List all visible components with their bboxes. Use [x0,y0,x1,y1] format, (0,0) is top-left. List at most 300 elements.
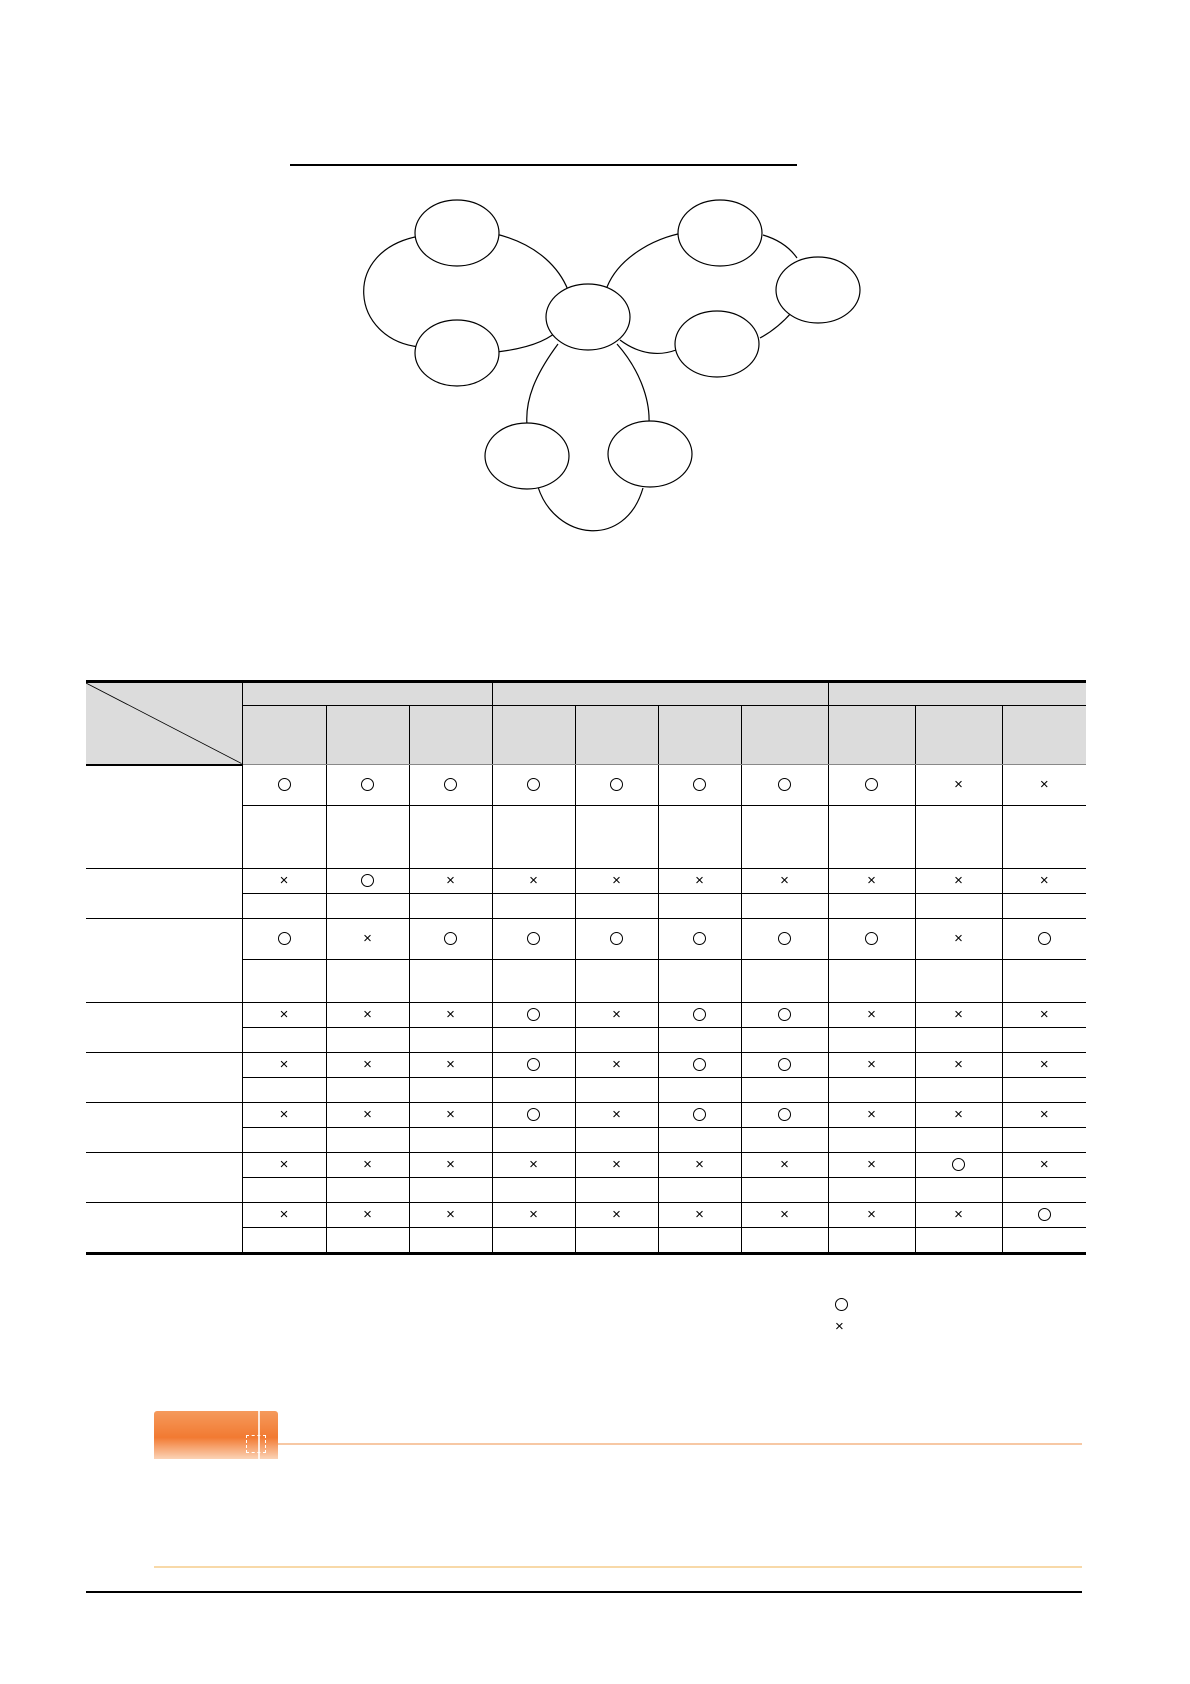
circle-icon [778,1008,791,1021]
table-note-cell [492,1128,575,1153]
circle-icon [444,932,457,945]
table-note-cell [409,1128,492,1153]
table-note-cell [828,806,915,869]
cross-icon: × [1039,872,1049,890]
cross-icon: × [867,1056,876,1074]
cross-icon: × [780,872,789,890]
table-cell [326,765,409,806]
table-cell [828,1103,915,1128]
table-note-cell [242,1128,326,1153]
table-cell [409,1053,492,1078]
table-note-cell [575,1228,658,1254]
table-cell [915,1003,1002,1028]
table-note-cell [741,806,828,869]
table-cell [492,1103,575,1128]
table-note-cell [575,806,658,869]
table-cell [1002,765,1086,806]
row-label [86,869,242,919]
sub-header [326,706,409,765]
table-cell [1002,1203,1086,1228]
table-cell [492,919,575,960]
cross-icon: × [695,1206,704,1224]
table-cell [658,919,741,960]
right-upper-link [607,232,690,287]
table-note-cell [1002,1128,1086,1153]
cross-icon: × [279,1006,289,1024]
cross-icon: × [867,1206,876,1224]
table-cell [828,919,915,960]
table-note-cell [409,1028,492,1053]
table-note-cell [575,960,658,1003]
circle-icon [527,1058,540,1071]
table-cell [741,1203,828,1228]
table-cell [242,869,326,894]
table-cell [658,1053,741,1078]
table-cell [242,1153,326,1178]
cross-icon: × [446,1156,455,1174]
table-cell [409,919,492,960]
left-upper-link [496,234,568,290]
sub-header [492,706,575,765]
table-cell [492,765,575,806]
table-note-cell [1002,1228,1086,1254]
table-cell [741,869,828,894]
table-cell [741,1003,828,1028]
sub-header [409,706,492,765]
cross-icon: × [867,1106,876,1124]
cross-icon: × [612,1056,621,1074]
table-note-cell [242,960,326,1003]
note-bottom-rule [154,1566,1082,1568]
table-note-cell [409,806,492,869]
table-note-cell [409,960,492,1003]
table-note-cell [741,1228,828,1254]
table-cell [828,1203,915,1228]
cross-icon: × [446,1106,455,1124]
group-header-3 [828,682,1086,706]
table-row [86,919,1086,960]
table-cell [409,1103,492,1128]
table-cell [242,765,326,806]
table-note-cell [1002,1028,1086,1053]
table-note-cell [409,1078,492,1103]
cross-icon: × [446,1056,455,1074]
table-note-cell [658,1028,741,1053]
cross-icon: × [954,1006,963,1024]
table-cell [575,1153,658,1178]
table-cell [409,869,492,894]
cross-icon: × [529,872,538,890]
note-icon [246,1435,266,1453]
table-note-cell [326,1128,409,1153]
cross-icon: × [612,1006,621,1024]
circle-icon [865,778,878,791]
table-note-cell [828,960,915,1003]
cross-icon: × [695,1156,704,1174]
table-note-cell [326,1028,409,1053]
table-cell [915,919,1002,960]
table-row [86,1203,1086,1228]
symbol-legend [835,1293,875,1337]
table-cell [326,1203,409,1228]
legend-item-unsupported [835,1315,875,1337]
legend-item-supported [835,1293,875,1315]
table-note-cell [326,1078,409,1103]
cross-icon: × [529,1156,538,1174]
table-note-cell [492,1028,575,1053]
cross-icon: × [954,1056,963,1074]
table-note-cell [326,1228,409,1254]
cross-icon: × [867,1006,876,1024]
table-cell [915,765,1002,806]
cross-icon: × [279,1156,289,1174]
table-cell [492,869,575,894]
table-note-cell [915,1028,1002,1053]
cross-icon: × [279,1106,289,1124]
cross-icon: × [1039,1006,1049,1024]
table-note-cell [658,1178,741,1203]
bottom-left-link [527,344,558,425]
table-cell [1002,1003,1086,1028]
row-label [86,919,242,1003]
table-cell [409,1003,492,1028]
table-note-cell [1002,806,1086,869]
table-note-cell [492,1078,575,1103]
table-row [86,1003,1086,1028]
table-cell [242,1203,326,1228]
cross-icon: × [612,1206,621,1224]
table-cell [575,1203,658,1228]
table-cell [828,765,915,806]
table-cell [658,765,741,806]
cross-icon: × [612,1156,621,1174]
table-cell [741,919,828,960]
table-cell [741,1153,828,1178]
table-note-cell [828,1078,915,1103]
table-cell [658,869,741,894]
cross-icon: × [363,1056,372,1074]
node-right-top [678,200,762,266]
cross-icon: × [780,1156,789,1174]
table-note-cell [658,894,741,919]
table-note-cell [1002,894,1086,919]
table-note-cell [492,1178,575,1203]
sub-header [741,706,828,765]
cross-icon: × [954,776,963,794]
footer-rule [86,1591,1082,1593]
node-left-bottom [415,320,499,386]
cross-icon: × [954,872,963,890]
table-cell [741,1103,828,1128]
table-cell [326,1103,409,1128]
table-cell [492,1203,575,1228]
cross-icon: × [954,930,963,948]
table-note-cell [658,1228,741,1254]
cross-icon: × [363,1106,372,1124]
table-row [86,1153,1086,1178]
cross-icon: × [279,1056,289,1074]
table-note-cell [575,1128,658,1153]
table-cell [492,1053,575,1078]
table-note-cell [915,806,1002,869]
cross-icon: × [279,872,289,890]
left-loop [364,236,420,347]
circle-icon [278,932,291,945]
network-diagram [0,0,1190,560]
row-label [86,1203,242,1254]
circle-icon [865,932,878,945]
table-note-cell [741,960,828,1003]
table-cell [828,1153,915,1178]
table-note-cell [915,1178,1002,1203]
node-bottom-left [485,423,569,489]
table-note-cell [409,1228,492,1254]
circle-icon [527,932,540,945]
table-note-cell [575,1078,658,1103]
row-label [86,1103,242,1153]
cross-icon: × [612,1106,621,1124]
table-note-cell [492,806,575,869]
table-note-cell [915,1228,1002,1254]
node-right-bottom [675,311,759,377]
table-note-cell [741,1128,828,1153]
sub-header [242,706,326,765]
table-note-cell [326,894,409,919]
circle-icon [778,778,791,791]
note-top-rule [278,1443,1082,1445]
note-tab [154,1411,278,1459]
cross-icon: × [954,1106,963,1124]
table-cell [915,1153,1002,1178]
table-cell [658,1203,741,1228]
group-header-2 [492,682,828,706]
table-note-cell [658,1078,741,1103]
table-note-cell [741,1078,828,1103]
node-center [546,284,630,350]
table-cell [326,869,409,894]
cross-icon: × [529,1206,538,1224]
circle-icon [527,778,540,791]
table-cell [409,1203,492,1228]
table-note-cell [409,894,492,919]
table-note-cell [326,960,409,1003]
node-bottom-right [608,421,692,487]
right-lower-link [620,340,676,353]
table-note-cell [658,806,741,869]
right-top-link [763,235,797,258]
table-row [86,1053,1086,1078]
cross-icon: × [780,1206,789,1224]
cross-icon: × [1039,776,1049,794]
table-note-cell [741,894,828,919]
circle-icon [693,1108,706,1121]
table-note-cell [242,1078,326,1103]
row-label [86,1053,242,1103]
bottom-loop [538,487,643,531]
table-cell [828,1053,915,1078]
node-left-top [415,200,499,266]
cross-icon: × [446,872,455,890]
table-cell [242,1103,326,1128]
sub-header [658,706,741,765]
table-note-cell [575,894,658,919]
table-note-cell [915,894,1002,919]
table-note-cell [658,1128,741,1153]
table-note-cell [741,1028,828,1053]
node-far-right [776,257,860,323]
sub-header [575,706,658,765]
table-cell [575,1003,658,1028]
table-cell [915,1203,1002,1228]
table-note-cell [828,1128,915,1153]
circle-icon [527,1108,540,1121]
table-note-cell [492,894,575,919]
circle-icon [610,932,623,945]
circle-icon [693,1058,706,1071]
table-cell [1002,1053,1086,1078]
cross-icon: × [363,1156,372,1174]
table-row [86,1103,1086,1128]
table-cell [1002,1153,1086,1178]
cross-icon: × [1039,1156,1049,1174]
cross-icon: × [446,1006,455,1024]
table-cell [575,1053,658,1078]
cross-icon: × [446,1206,455,1224]
table-note-cell [575,1178,658,1203]
table-note-cell [828,1178,915,1203]
table-note-cell [242,894,326,919]
cross-icon: × [363,1006,372,1024]
table-note-cell [242,806,326,869]
table-cell [575,869,658,894]
circle-icon [610,778,623,791]
table-note-cell [1002,1178,1086,1203]
table-note-cell [828,1028,915,1053]
cross-icon: × [835,1317,844,1335]
table-cell [326,1153,409,1178]
table-note-cell [326,806,409,869]
table-note-cell [915,960,1002,1003]
table-cell [1002,919,1086,960]
circle-icon [835,1298,848,1311]
table-cell [741,765,828,806]
table-note-cell [915,1128,1002,1153]
table-corner-cell [86,682,242,765]
circle-icon [444,778,457,791]
table-cell [575,1103,658,1128]
table-cell [492,1003,575,1028]
table-cell [242,1053,326,1078]
table-note-cell [658,960,741,1003]
circle-icon [278,778,291,791]
table-cell [575,919,658,960]
row-label [86,1153,242,1203]
table-cell [326,1053,409,1078]
table-cell [575,765,658,806]
table-cell [492,1153,575,1178]
table-cell [828,869,915,894]
table-cell [915,1103,1002,1128]
table-cell [915,1053,1002,1078]
table-body [86,765,1086,1254]
table-cell [658,1103,741,1128]
table-row [86,765,1086,806]
table-cell [326,919,409,960]
circle-icon [952,1158,965,1171]
circle-icon [361,778,374,791]
cross-icon: × [612,872,621,890]
sub-header [1002,706,1086,765]
circle-icon [693,932,706,945]
row-label [86,1003,242,1053]
table-note-cell [492,960,575,1003]
compatibility-table [86,680,1086,1255]
table-note-cell [409,1178,492,1203]
table-note-cell [242,1028,326,1053]
table-note-cell [492,1228,575,1254]
table-note-cell [1002,960,1086,1003]
right-bottom-link [760,312,792,338]
table-note-cell [828,1228,915,1254]
circle-icon [1038,932,1051,945]
circle-icon [527,1008,540,1021]
group-header-1 [242,682,492,706]
table-cell [741,1053,828,1078]
table-note-cell [575,1028,658,1053]
circle-icon [361,874,374,887]
table-row [86,869,1086,894]
circle-icon [778,1108,791,1121]
cross-icon: × [363,1206,372,1224]
cross-icon: × [867,872,876,890]
bottom-right-link [617,344,649,423]
table-note-cell [242,1228,326,1254]
table-cell [828,1003,915,1028]
table-cell [409,765,492,806]
table-cell [242,919,326,960]
table-cell [1002,869,1086,894]
table-cell [658,1153,741,1178]
circle-icon [693,778,706,791]
cross-icon: × [1039,1106,1049,1124]
table-cell [326,1003,409,1028]
sub-header [915,706,1002,765]
table-cell [658,1003,741,1028]
circle-icon [1038,1208,1051,1221]
table-cell [242,1003,326,1028]
circle-icon [778,932,791,945]
table-cell [1002,1103,1086,1128]
cross-icon: × [1039,1056,1049,1074]
circle-icon [778,1058,791,1071]
table-note-cell [828,894,915,919]
table-cell [409,1153,492,1178]
table-note-cell [741,1178,828,1203]
sub-header [828,706,915,765]
cross-icon: × [867,1156,876,1174]
table-note-cell [242,1178,326,1203]
cross-icon: × [954,1206,963,1224]
row-label [86,765,242,869]
table-note-cell [1002,1078,1086,1103]
table-note-cell [326,1178,409,1203]
table-cell [915,869,1002,894]
cross-icon: × [363,930,372,948]
cross-icon: × [279,1206,289,1224]
cross-icon: × [695,872,704,890]
table-note-cell [915,1078,1002,1103]
circle-icon [693,1008,706,1021]
